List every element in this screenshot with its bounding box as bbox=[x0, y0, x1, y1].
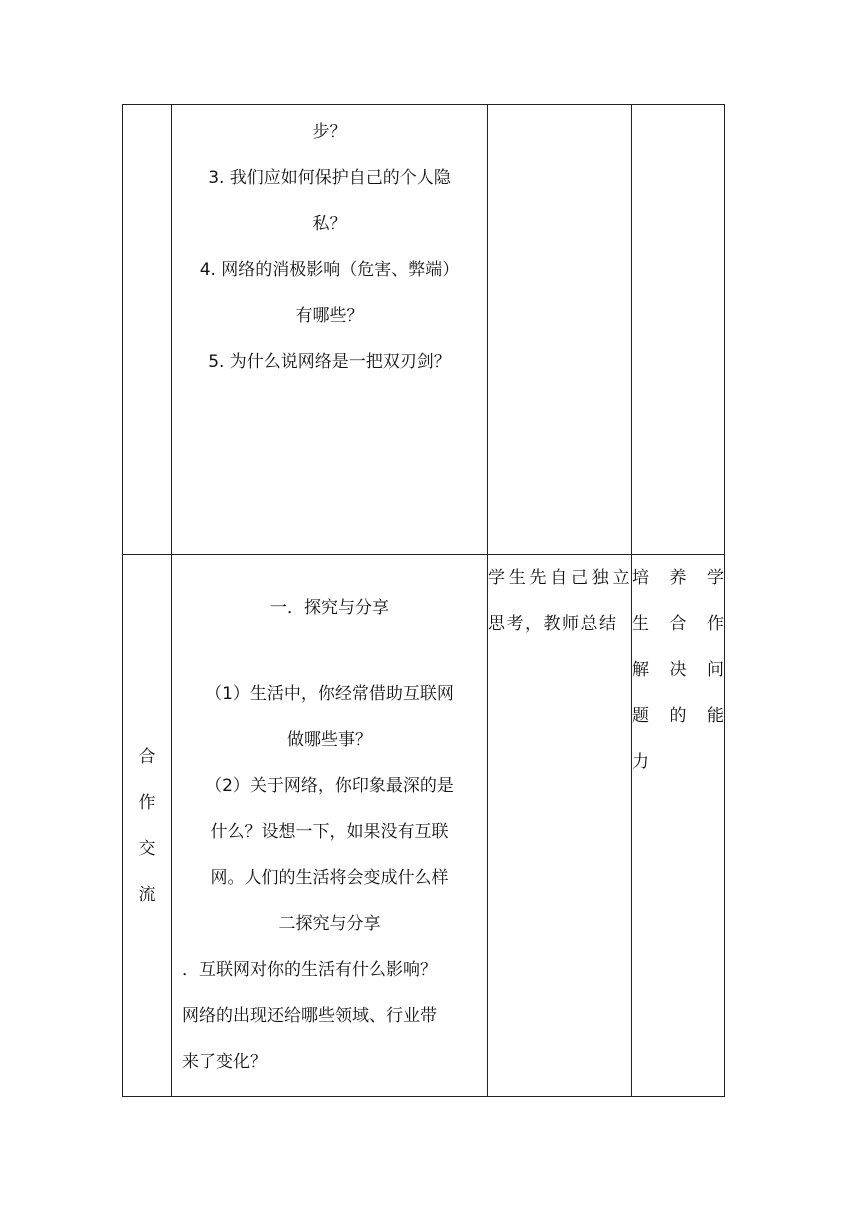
student-activity-cell bbox=[488, 555, 632, 1097]
goal-char: 题 bbox=[632, 706, 649, 726]
goal-char: 力 bbox=[632, 752, 649, 772]
goal-char: 生 bbox=[632, 614, 649, 634]
goal-char: 合 bbox=[669, 614, 687, 634]
table-row bbox=[123, 105, 725, 555]
question-line: 网络的出现还给哪些领域、行业带 bbox=[182, 1006, 437, 1026]
question-line: 5. 为什么说网络是一把双刃剑？ bbox=[208, 352, 451, 372]
goal-char: 作 bbox=[707, 614, 724, 634]
question-line: 网。人们的生活将会变成什么样 bbox=[210, 868, 449, 888]
question-line: 3. 我们应如何保护自己的个人隐 bbox=[208, 168, 451, 188]
question-line: 来了变化？ bbox=[182, 1052, 267, 1072]
question-line: ．互联网对你的生活有什么影响？ bbox=[182, 960, 437, 980]
table-row bbox=[123, 555, 725, 1097]
questions-cell bbox=[172, 105, 488, 555]
activity-cell bbox=[172, 555, 488, 1097]
question-line: 有哪些？ bbox=[295, 306, 364, 326]
goal-char: 能 bbox=[707, 706, 724, 726]
goal-char: 问 bbox=[707, 660, 724, 680]
stage-char: 流 bbox=[138, 884, 156, 905]
question-line: 4. 网络的消极影响（危害、弊端） bbox=[199, 260, 460, 280]
section-heading: 二探究与分享 bbox=[278, 914, 381, 934]
section-heading: 一．探究与分享 bbox=[270, 598, 389, 618]
goal-char: 的 bbox=[669, 706, 687, 726]
goal-line bbox=[632, 647, 724, 693]
stage-cell-empty bbox=[123, 105, 172, 555]
goal-cell bbox=[632, 555, 725, 1097]
goal-char: 学 bbox=[707, 568, 724, 588]
lesson-plan-table bbox=[122, 104, 725, 1097]
stage-char: 合 bbox=[138, 746, 156, 767]
student-activity-cell-empty bbox=[488, 105, 632, 555]
question-line: 私？ bbox=[312, 214, 347, 234]
question-line: 做哪些事？ bbox=[287, 730, 372, 750]
question-line: 步？ bbox=[312, 122, 347, 142]
student-activity-text: 学生先自己独立思考，教师总结 bbox=[488, 568, 631, 634]
goal-line bbox=[632, 601, 724, 647]
question-line: 什么？设想一下，如果没有互联 bbox=[210, 822, 449, 842]
goal-cell-empty bbox=[632, 105, 725, 555]
stage-char: 作 bbox=[138, 792, 156, 813]
goal-char: 解 bbox=[632, 660, 649, 680]
stage-char: 交 bbox=[138, 838, 156, 859]
goal-line bbox=[632, 555, 724, 601]
question-line: （2）关于网络，你印象最深的是 bbox=[205, 776, 454, 796]
goal-line bbox=[632, 693, 724, 739]
question-line: （1）生活中，你经常借助互联网 bbox=[205, 684, 454, 704]
goal-char: 决 bbox=[669, 660, 687, 680]
stage-cell bbox=[123, 555, 172, 1097]
goal-char: 培 bbox=[632, 568, 649, 588]
goal-char: 养 bbox=[669, 568, 687, 588]
goal-line bbox=[632, 739, 724, 785]
